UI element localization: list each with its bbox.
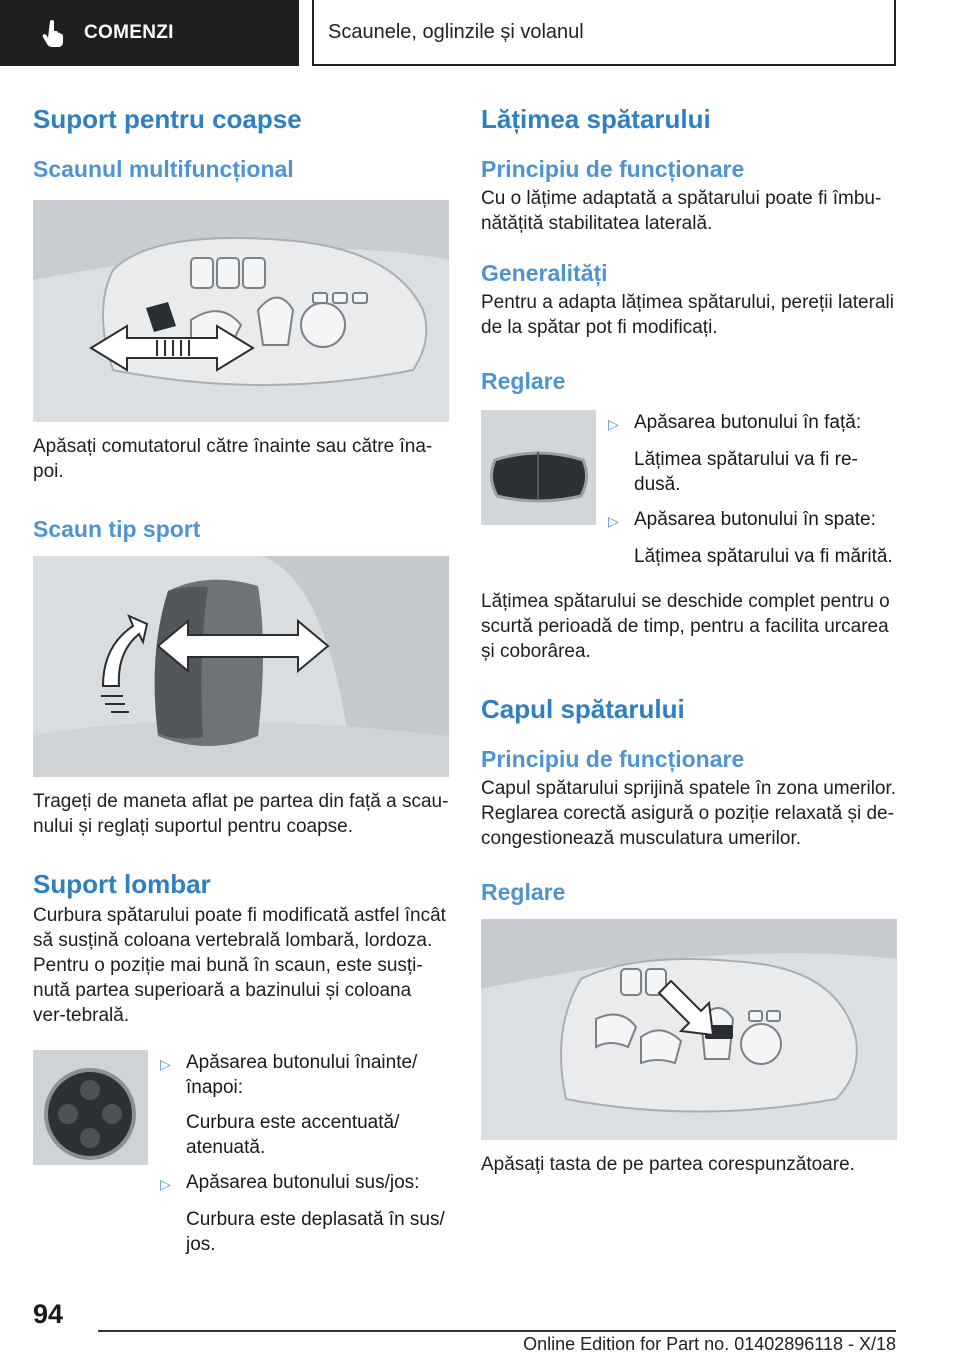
text-principle-2: Capul spătarului sprijină spatele în zona umerilor. Reglarea corectă asigură o poziție relaxată și de-congestionează musculatura umerilor. [481,778,897,849]
triangle-bullet-icon: ▷ [608,513,619,529]
width-bullet-1-action: Apăsarea butonului în față: [634,412,862,433]
width-bullet-1 [608,410,897,437]
chapter-tab-label: COMENZI [84,22,174,43]
heading-principle-2: Principiu de funcționare [481,746,745,772]
text-sport-seat: Trageți de maneta aflat pe partea din față a scau-nului și reglați suportul pentru coapse. [33,791,449,837]
heading-general: Generalități [481,260,608,286]
triangle-bullet-icon: ▷ [160,1176,171,1192]
heading-principle-1: Principiu de funcționare [481,156,745,182]
width-bullet-2-action: Apăsarea butonului în spate: [634,509,876,530]
thumb-lumbar-button [33,1050,148,1165]
heading-backrest-width: Lățimea spătarului [481,104,711,134]
width-bullet-2-result: Lățimea spătarului va fi mărită. [634,546,893,567]
lumbar-bullets [33,1050,449,1267]
heading-adjust-1: Reglare [481,368,566,394]
heading-multifunction-seat: Scaunul multifuncțional [33,156,294,182]
lumbar-bullet-2-result: Curbura este deplasată în sus/ jos. [186,1209,445,1255]
thumb-width-button [481,410,596,525]
text-width-open: Lățimea spătarului se deschide complet pentru o scurtă perioadă de timp, pentru a facilita urcarea și coborârea. [481,591,890,662]
lumbar-bullet-1-result: Curbura este accentuată/ atenuată. [186,1112,400,1158]
width-bullets [481,410,897,579]
lumbar-bullet-2 [160,1170,449,1197]
width-bullet-1-result: Lățimea spătarului va fi re-dusă. [634,449,858,495]
heading-lumbar-support: Suport lombar [33,869,211,899]
heading-thigh-support: Suport pentru coapse [33,104,302,134]
lumbar-bullet-1 [160,1050,449,1100]
chapter-tab[interactable] [0,0,299,66]
photo-sport-seat-lever [33,556,449,777]
heading-backrest-head: Capul spătarului [481,694,685,724]
footer-edition: Online Edition for Part no. 01402896118 - X/18 [523,1334,896,1354]
heading-adjust-2: Reglare [481,879,566,905]
right-column [481,100,897,1177]
text-head-adjust: Apăsați tasta de pe partea corespunzătoare. [481,1154,855,1175]
text-general: Pentru a adapta lățimea spătarului, pereții laterali de la spătar pot fi modificați. [481,292,894,338]
triangle-bullet-icon: ▷ [160,1056,171,1072]
hand-pointer-icon [42,19,66,47]
text-multifunction-seat: Apăsați comutatorul către înainte sau către îna-poi. [33,436,433,482]
page-number: 94 [33,1299,64,1329]
left-column [33,100,449,1267]
heading-sport-seat: Scaun tip sport [33,516,201,542]
chapter-title: Scaunele, oglinzile și volanul [312,0,896,66]
text-lumbar-support: Curbura spătarului poate fi modificată astfel încât să susțină coloana vertebrală lombară, lordoza. Pentru o poziție mai bună în scaun, este susți-nută partea superioară a bazinului și coloana ver-tebrală. [33,905,446,1026]
photo-backrest-head-controls [481,919,897,1140]
triangle-bullet-icon: ▷ [608,416,619,432]
lumbar-bullet-2-action: Apăsarea butonului sus/jos: [186,1172,420,1193]
lumbar-bullet-1-action: Apăsarea butonului înainte/ înapoi: [186,1052,418,1098]
footer-divider [98,1330,896,1332]
width-bullet-2 [608,507,897,534]
photo-multifunction-seat-controls [33,200,449,422]
text-principle-1: Cu o lățime adaptată a spătarului poate fi îmbu-nătățită stabilitatea laterală. [481,188,882,234]
